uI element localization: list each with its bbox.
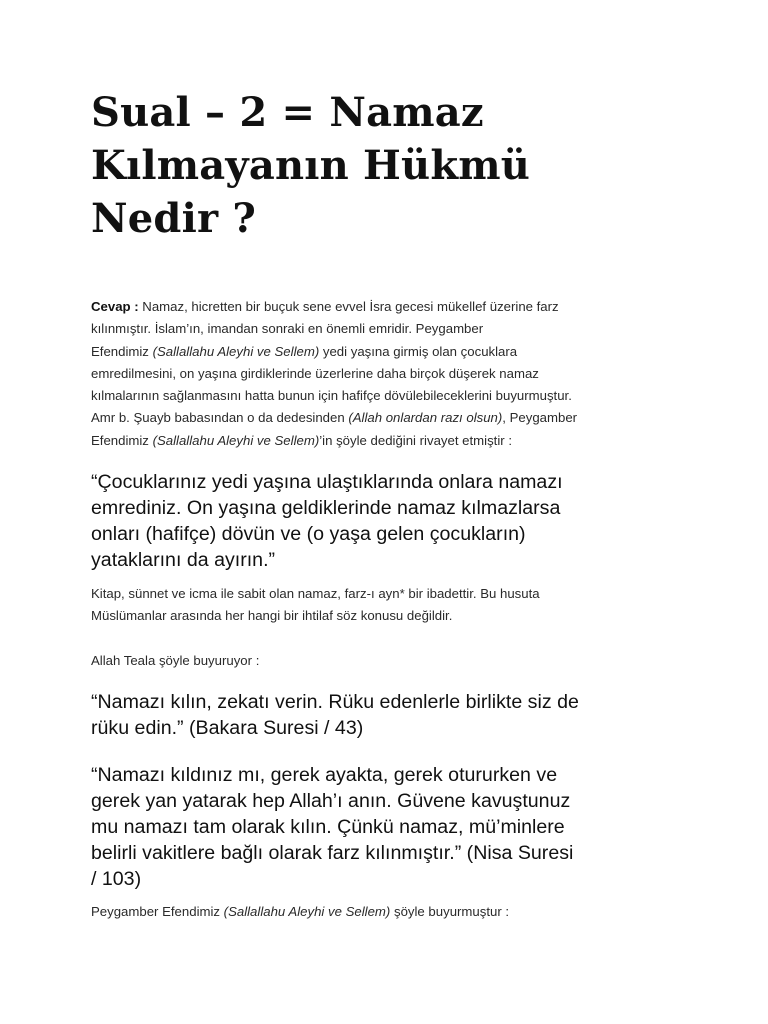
ruling-paragraph <box>91 583 691 628</box>
answer-line-6c: , Peygamber <box>502 410 578 426</box>
closing-paragraph <box>91 901 691 923</box>
ruling-line-2: Müslümanlar arasında her hangi bir ihtilaf söz konusu değildir. <box>91 608 453 624</box>
hadith-line-4: yataklarını da ayırın.” <box>91 549 276 571</box>
verse-quote-bakara <box>91 689 691 741</box>
answer-line-7a: Efendimiz <box>91 432 153 448</box>
hadith-line-2: emrediniz. On yaşına geldiklerinde namaz kılmazlarsa <box>91 497 561 519</box>
verse-nisa-line-1: “Namazı kıldınız mı, gerek ayakta, gerek otururken ve <box>91 764 558 786</box>
verse-nisa-line-5: / 103) <box>91 868 142 890</box>
answer-line-4: emredilmesini, on yaşına girdiklerinde üzerlerine daha birçok düşerek namaz <box>91 365 539 381</box>
answer-line-3a: Efendimiz <box>91 343 153 359</box>
title-line-3: Nedir ? <box>91 195 257 242</box>
answer-line-5: kılmalarının sağlanmasını hatta bunun için hafifçe dövülebileceklerini buyurmuştur. <box>91 388 572 404</box>
closing-line-c: şöyle buyurmuştur : <box>390 904 510 919</box>
ruling-line-1: Kitap, sünnet ve icma ile sabit olan namaz, farz-ı ayn* bir ibadettir. Bu husuta <box>91 586 540 601</box>
answer-paragraph <box>91 296 691 452</box>
closing-line-a: Peygamber Efendimiz <box>91 904 224 919</box>
hadith-line-3: onları (hafifçe) dövün ve (o yaşa gelen çocukların) <box>91 523 526 545</box>
document-page <box>91 86 691 919</box>
salutation-text: (Sallallahu Aleyhi ve Sellem) <box>152 343 320 359</box>
page-title <box>91 86 691 245</box>
answer-line-6a: Amr b. Şuayb babasından o da dedesinden <box>91 410 349 426</box>
salutation-text: (Sallallahu Aleyhi ve Sellem) <box>152 432 320 448</box>
verse-nisa-line-2: gerek yan yatarak hep Allah’ı anın. Güvene kavuştunuz <box>91 790 571 812</box>
salutation-text: (Sallallahu Aleyhi ve Sellem) <box>223 904 391 919</box>
answer-line-3c: yedi yaşına girmiş olan çocuklara <box>319 343 518 359</box>
blessing-text: (Allah onlardan razı olsun) <box>348 410 503 426</box>
title-line-1: Sual – 2 = Namaz <box>91 89 484 136</box>
intro-verse-line: Allah Teala şöyle buyuruyor : <box>91 653 260 668</box>
intro-verse-paragraph <box>91 650 691 672</box>
title-line-2: Kılmayanın Hükmü <box>91 142 531 189</box>
answer-label: Cevap : <box>91 299 139 314</box>
hadith-quote <box>91 469 661 573</box>
verse-bakara-line-2: rüku edin.” (Bakara Suresi / 43) <box>91 717 364 739</box>
hadith-line-1: “Çocuklarınız yedi yaşına ulaştıklarında onlara namazı <box>91 471 563 493</box>
verse-nisa-line-4: belirli vakitlere bağlı olarak farz kılınmıştır.” (Nisa Suresi <box>91 842 574 864</box>
verse-nisa-line-3: mu namazı tam olarak kılın. Çünkü namaz, mü’minlere <box>91 816 565 838</box>
verse-quote-nisa <box>91 762 681 892</box>
answer-line-1: Namaz, hicretten bir buçuk sene evvel İsra gecesi mükellef üzerine farz <box>138 299 559 314</box>
verse-bakara-line-1: “Namazı kılın, zekatı verin. Rüku edenlerle birlikte siz de <box>91 691 579 713</box>
answer-line-7c: ’in şöyle dediğini rivayet etmiştir : <box>319 432 512 448</box>
answer-line-2: kılınmıştır. İslam’ın, imandan sonraki en önemli emridir. Peygamber <box>91 321 484 337</box>
